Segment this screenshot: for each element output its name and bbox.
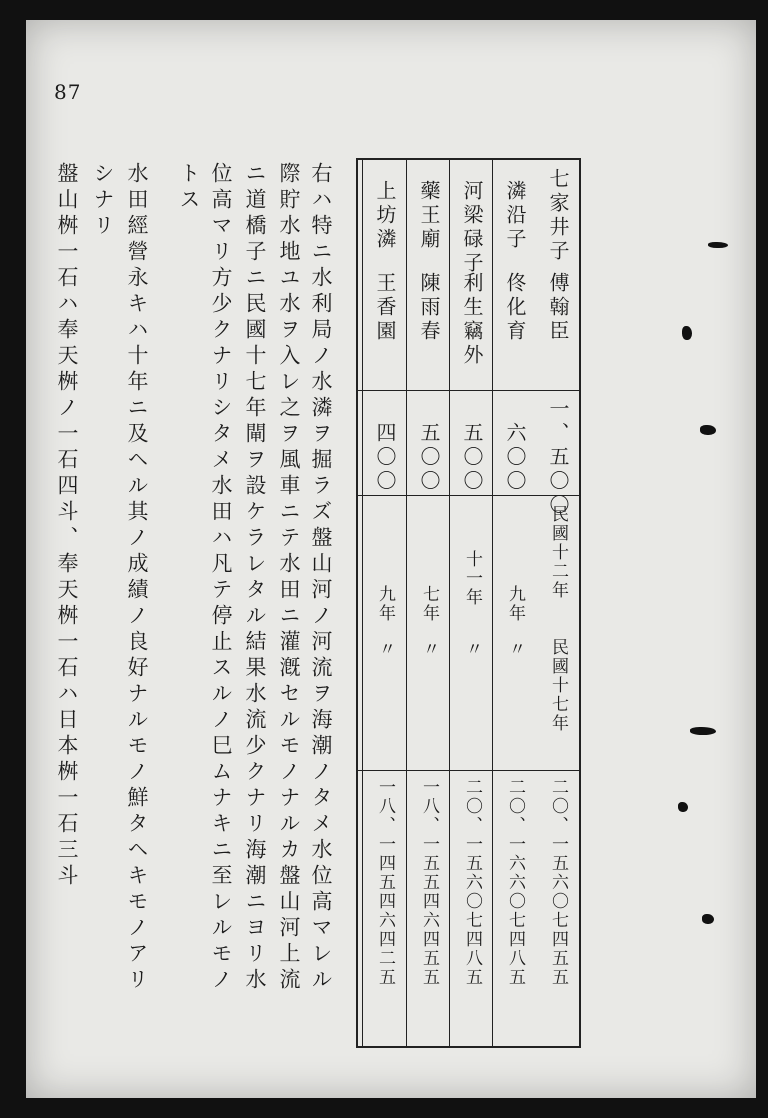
from-cell: 民國十二年 xyxy=(548,505,568,600)
from-cell: 九年 xyxy=(375,585,395,623)
scan-speck xyxy=(678,802,688,812)
text-line: 水田經營永キハ十年ニ及ヘル其ノ成績ノ良好ナルモノ鮮タヘキモノアリ xyxy=(125,162,149,994)
table-row xyxy=(492,160,536,1046)
to-cell: 民國十七年 xyxy=(548,638,568,733)
place-cell: 河梁碌子 xyxy=(460,180,484,276)
data-table xyxy=(356,158,581,1048)
name-cell: 王香園 xyxy=(373,272,397,344)
from-cell: 七年 xyxy=(419,585,439,623)
table-row xyxy=(449,160,493,1046)
scan-speck xyxy=(702,914,714,924)
scan-speck xyxy=(690,727,716,735)
name-cell: 陳雨春 xyxy=(417,272,441,344)
text-line: 盤山桝一石ハ奉天桝ノ一石四斗、奉天桝一石ハ日本桝一石三斗 xyxy=(55,162,79,890)
text-line: ニ道橋子ニ民國十七年閘ヲ設ケラレタル結果水流少クナリ海潮ニヨリ水 xyxy=(243,162,267,994)
scan-speck xyxy=(708,242,728,248)
table-row xyxy=(362,160,406,1046)
scan-speck xyxy=(700,425,716,435)
place-cell: 上坊潾 xyxy=(373,180,397,252)
area-cell: 六〇〇 xyxy=(503,422,527,494)
from-cell: 九年 xyxy=(505,585,525,623)
total-cell: 一八、一五五四六四五五 xyxy=(419,778,439,987)
name-cell: 佟化育 xyxy=(503,272,527,344)
area-cell: 五〇〇 xyxy=(460,422,484,494)
to-cell: 〃 xyxy=(419,640,439,659)
document-page xyxy=(26,20,756,1098)
to-cell: 〃 xyxy=(462,640,482,659)
total-cell: 二〇、一五六〇七四八五 xyxy=(462,778,482,987)
page-number: 87 xyxy=(54,80,82,104)
from-cell: 十一年 xyxy=(462,550,482,607)
place-cell: 潾沿子 xyxy=(503,180,527,252)
table-row xyxy=(536,160,579,1046)
to-cell: 〃 xyxy=(505,640,525,659)
scan-speck xyxy=(682,326,692,340)
name-cell: 利生竊外 xyxy=(460,272,484,368)
text-line: シナリ xyxy=(91,162,115,240)
area-cell: 五〇〇 xyxy=(417,422,441,494)
area-cell: 四〇〇 xyxy=(373,422,397,494)
total-cell: 二〇、一六六〇七四八五 xyxy=(505,778,525,987)
total-cell: 二〇、一五六〇七四五五 xyxy=(548,778,568,987)
area-cell: 一、五〇〇 xyxy=(546,398,570,518)
text-line: トス xyxy=(177,162,201,214)
place-cell: 七家井子 xyxy=(546,168,570,264)
text-line: 位高マリ方少クナリシタメ水田ハ凡テ停止スルノ巳ムナキニ至レルモノ xyxy=(209,162,233,994)
text-line: 際貯水地ユ水ヲ入レ之ヲ風車ニテ水田ニ灌漑セルモノナルカ盤山河上流 xyxy=(277,162,301,994)
text-line: 右ハ特ニ水利局ノ水潾ヲ掘ラズ盤山河ノ河流ヲ海潮ノタメ水位高マレル xyxy=(309,162,333,994)
name-cell: 傅翰臣 xyxy=(546,272,570,344)
total-cell: 一八、一四五四六四二五 xyxy=(375,778,395,987)
table-row xyxy=(406,160,450,1046)
place-cell: 藥王廟 xyxy=(417,180,441,252)
to-cell: 〃 xyxy=(375,640,395,659)
